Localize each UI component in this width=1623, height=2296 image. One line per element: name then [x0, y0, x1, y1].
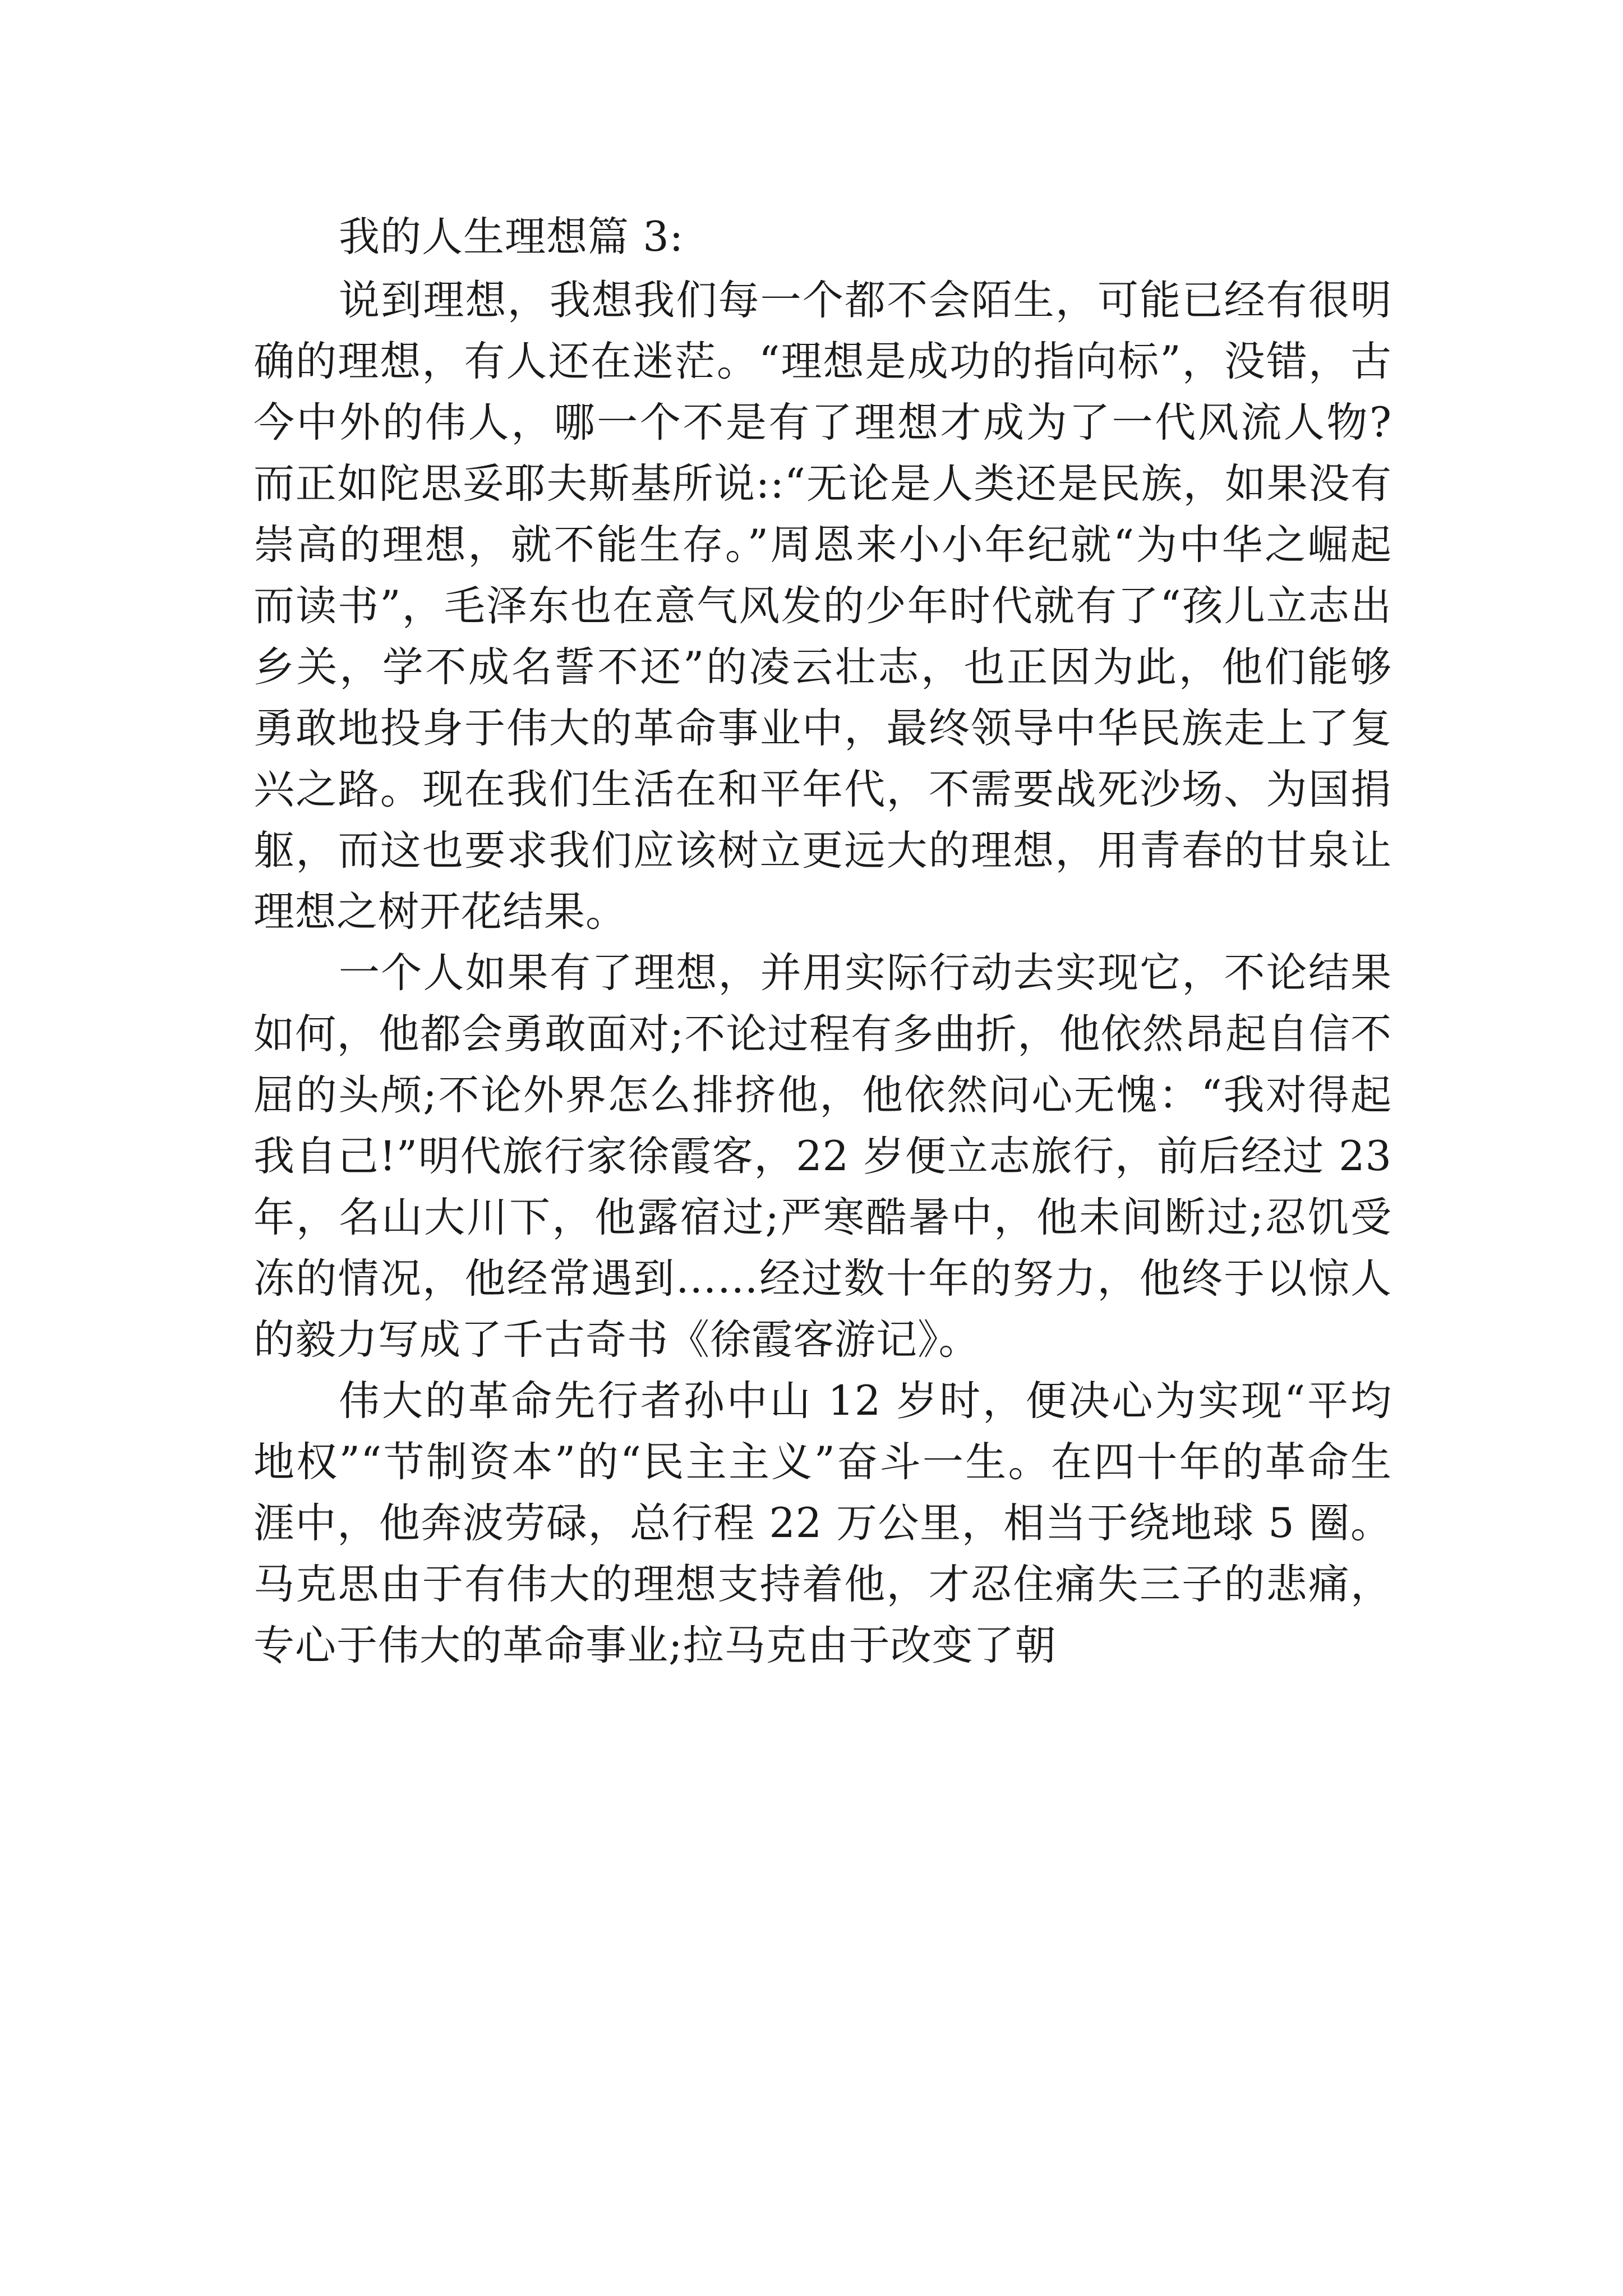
- paragraph-sun-yatsen: 伟大的革命先行者孙中山 12 岁时，便决心为实现“平均地权”“节制资本”的“民主主义”奋斗一生。在四十年的革命生涯中，他奔波劳碌，总行程 22 万公里，相当于绕地球 5 圈。马克思由于有伟大的理想支持着他，才忍住痛失三子的悲痛，专心于伟大的革命事业;拉马克由于改变了朝: [253, 1377, 1392, 1669]
- document-body: [253, 206, 1392, 1676]
- section-title: 我的人生理想篇 3:: [339, 213, 684, 261]
- paragraph-ideals-intro: 说到理想，我想我们每一个都不会陌生，可能已经有很明确的理想，有人还在迷茫。“理想是成功的指向标”，没错，古今中外的伟人，哪一个不是有了理想才成为了一代风流人物?而正如陀思妥耶夫斯基所说::“无论是人类还是民族，如果没有崇高的理想，就不能生存。”周恩来小小年纪就“为中华之崛起而读书”，毛泽东也在意气风发的少年时代就有了“孩儿立志出乡关，学不成名誓不还”的凌云壮志，也正因为此，他们能够勇敢地投身于伟大的革命事业中，最终领导中华民族走上了复兴之路。现在我们生活在和平年代，不需要战死沙场、为国捐躯，而这也要求我们应该树立更远大的理想，用青春的甘泉让理想之树开花结果。: [253, 277, 1392, 936]
- paragraph-xu-xiake: 一个人如果有了理想，并用实际行动去实现它，不论结果如何，他都会勇敢面对;不论过程有多曲折，他依然昂起自信不屈的头颅;不论外界怎么排挤他，他依然问心无愧：“我对得起我自己!”明代旅行家徐霞客，22 岁便立志旅行，前后经过 23 年，名山大川下，他露宿过;严寒酷暑中，他未间断过;忍饥受冻的情况，他经常遇到……经过数十年的努力，他终于以惊人的毅力写成了千古奇书《徐霞客游记》。: [253, 949, 1392, 1364]
